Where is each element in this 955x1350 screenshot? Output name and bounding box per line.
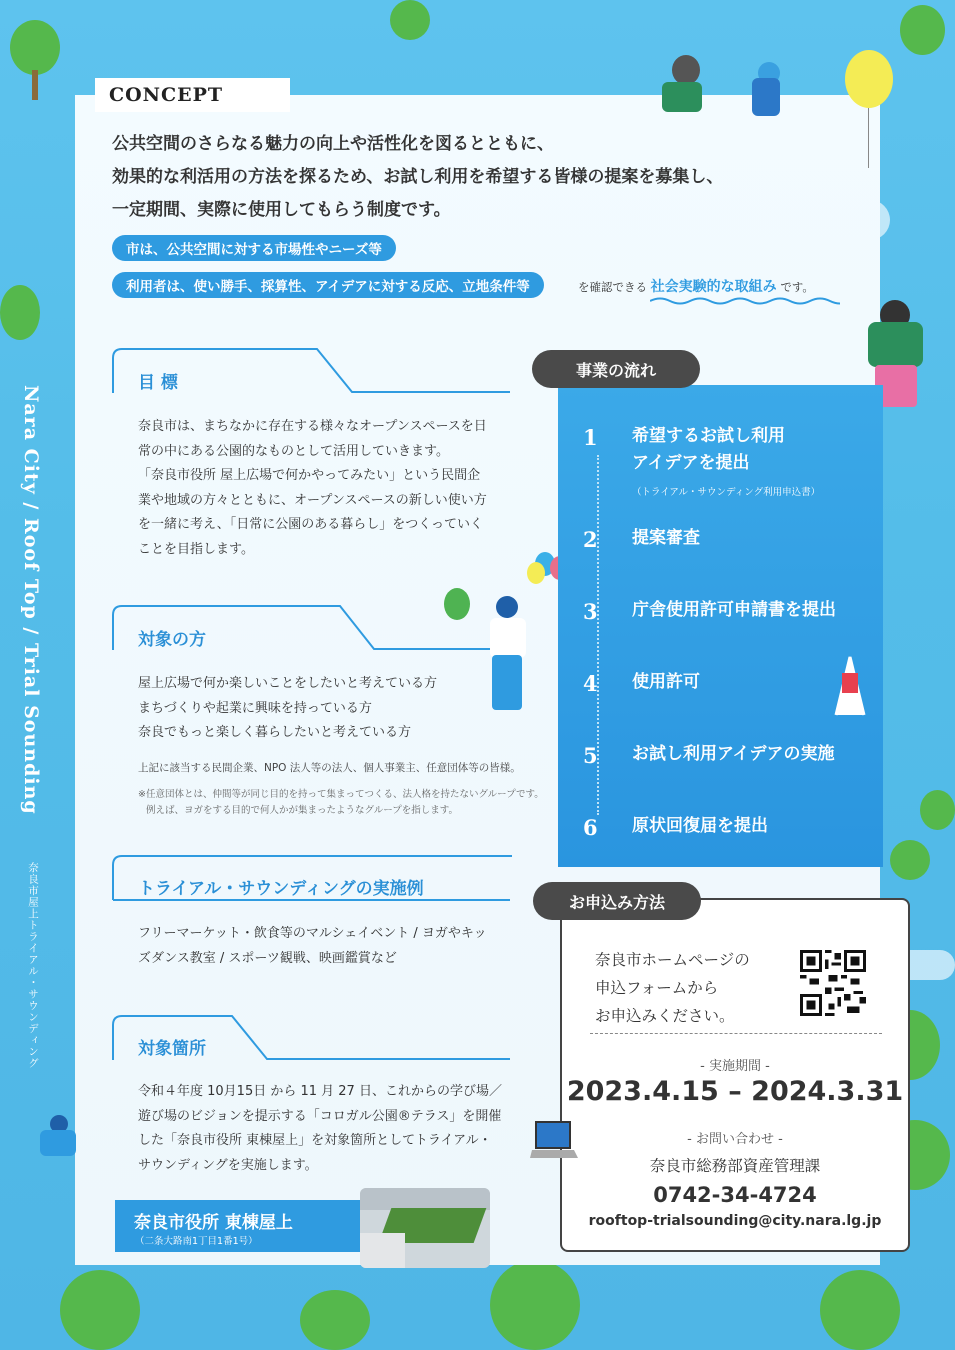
period-end: 2024.3.31 bbox=[751, 1076, 904, 1107]
period-start: 2023.4.15 bbox=[566, 1076, 719, 1107]
location-title: 対象箇所 bbox=[138, 1039, 206, 1059]
step-number: 4 bbox=[583, 671, 598, 696]
goal-title: 目 標 bbox=[138, 373, 178, 393]
location-line: 令和４年度 10月15日 から 11 月 27 日、これからの学び場／ bbox=[138, 1084, 502, 1099]
period-dates bbox=[560, 1076, 910, 1107]
apply-line: お申込みください。 bbox=[595, 1007, 735, 1025]
target-title: 対象の方 bbox=[138, 630, 206, 650]
location-line: した「奈良市役所 東棟屋上」を対象箇所としてトライアル・ bbox=[138, 1133, 492, 1148]
location-body bbox=[138, 1080, 502, 1178]
step-2-text: 提案審査 bbox=[632, 528, 700, 548]
vertical-title: Nara City / Roof Top / Trial Sounding bbox=[20, 385, 42, 815]
concept-label: CONCEPT bbox=[95, 78, 290, 112]
goal-body bbox=[138, 415, 487, 562]
location-banner-address: （二条大路南1丁目1番1号） bbox=[135, 1236, 258, 1247]
examples-line: ズダンス教室 / スポーツ観戦、映画鑑賞など bbox=[138, 950, 397, 966]
apply-line: 奈良市ホームページの bbox=[595, 951, 750, 969]
step-number: 6 bbox=[583, 815, 598, 840]
goal-line: 「奈良市役所 屋上広場で何かやってみたい」という民間企 bbox=[138, 468, 481, 483]
step-number: 3 bbox=[583, 599, 598, 624]
target-line: 奈良でもっと楽しく暮らしたいと考えている方 bbox=[138, 725, 412, 740]
step-5-text: お試し利用アイデアの実施 bbox=[632, 744, 835, 764]
apply-divider bbox=[590, 1033, 882, 1034]
step-line: 希望するお試し利用 bbox=[632, 426, 785, 446]
goal-line: ことを目指します。 bbox=[138, 541, 254, 557]
apply-title: お申込み方法 bbox=[533, 882, 701, 920]
examples-line: フリーマーケット・飲食等のマルシェイベント / ヨガやキッ bbox=[138, 926, 487, 941]
goal-line: 常の中にある公園的なものとして活用していきます。 bbox=[138, 443, 449, 459]
intro-line: 効果的な利活用の方法を探るため、お試し利用を希望する皆様の提案を募集し、 bbox=[112, 167, 724, 187]
city-pill: 市は、公共空間に対する市場性やニーズ等 bbox=[112, 235, 396, 261]
fine-line: 例えば、ヨガをする目的で何人かが集まったようなグループを指します。 bbox=[146, 805, 458, 816]
examples-title: トライアル・サウンディングの実施例 bbox=[138, 879, 424, 899]
phone-number[interactable]: 0742-34-4724 bbox=[653, 1183, 817, 1207]
social-experiment-highlight: 社会実験的な取組み bbox=[650, 279, 777, 295]
target-note: 上記に該当する民間企業、NPO 法人等の法人、個人事業主、任意団体等の皆様。 bbox=[138, 762, 521, 774]
step-3-text: 庁舎使用許可申請書を提出 bbox=[632, 600, 836, 620]
signboard-icon bbox=[826, 655, 874, 717]
intro-line: 公共空間のさらなる魅力の向上や活性化を図るとともに、 bbox=[112, 134, 554, 154]
examples-body bbox=[138, 922, 487, 971]
goal-line: を一緒に考え、「日常に公園のある暮らし」をつくっていく bbox=[138, 517, 484, 532]
department-name: 奈良市総務部資産管理課 bbox=[649, 1157, 821, 1175]
step-1-subtext: （トライアル・サウンディング利用申込書） bbox=[632, 487, 821, 498]
target-line: まちづくりや起業に興味を持っている方 bbox=[138, 700, 372, 716]
qr-code[interactable] bbox=[800, 950, 866, 1016]
wave-underline bbox=[650, 296, 840, 306]
laptop-icon bbox=[530, 1120, 580, 1165]
period-label: - 実施期間 - bbox=[700, 1059, 770, 1074]
location-line: 遊び場のビジョンを提示する「コロガル公園®テラス」を開催 bbox=[138, 1108, 502, 1124]
step-6-text: 原状回復届を提出 bbox=[632, 816, 768, 836]
step-number: 1 bbox=[583, 425, 598, 450]
target-body bbox=[138, 672, 437, 746]
email-link[interactable]: rooftop-trialsounding@city.nara.lg.jp bbox=[588, 1213, 882, 1229]
location-line: サウンディングを実施します。 bbox=[138, 1157, 318, 1173]
flow-title: 事業の流れ bbox=[532, 350, 700, 388]
apply-line: 申込フォームから bbox=[595, 979, 719, 997]
fine-line: ※任意団体とは、仲間等が同じ目的を持って集まってつくる、法人格を持たないグループです。 bbox=[138, 789, 544, 800]
vertical-japanese-title: 奈良市屋上トライアル・サウンディング bbox=[27, 862, 39, 1069]
goal-line: 業や地域の方々とともに、オープンスペースの新しい使い方 bbox=[138, 492, 487, 508]
intro-line: 一定期間、実際に使用してもらう制度です。 bbox=[112, 200, 451, 220]
pill-suffix bbox=[578, 276, 814, 296]
contact-label: - お問い合わせ - bbox=[687, 1132, 783, 1147]
apply-instructions bbox=[595, 946, 750, 1030]
pill-end-text: です。 bbox=[780, 280, 814, 294]
step-1-text bbox=[632, 423, 785, 477]
rooftop-photo bbox=[360, 1188, 490, 1268]
period-separator: – bbox=[728, 1076, 742, 1107]
target-fine-print bbox=[138, 787, 544, 819]
step-line: アイデアを提出 bbox=[632, 453, 750, 473]
location-banner-title: 奈良市役所 東棟屋上 bbox=[134, 1213, 293, 1233]
goal-line: 奈良市は、まちなかに存在する様々なオープンスペースを日 bbox=[138, 419, 487, 434]
pill-suffix-text: を確認できる bbox=[578, 280, 647, 294]
user-pill: 利用者は、使い勝手、採算性、アイデアに対する反応、立地条件等 bbox=[112, 272, 544, 298]
step-4-text: 使用許可 bbox=[632, 672, 700, 692]
step-number: 5 bbox=[583, 743, 598, 768]
intro-text bbox=[112, 128, 723, 227]
step-number: 2 bbox=[583, 527, 598, 552]
target-line: 屋上広場で何か楽しいことをしたいと考えている方 bbox=[138, 676, 438, 691]
